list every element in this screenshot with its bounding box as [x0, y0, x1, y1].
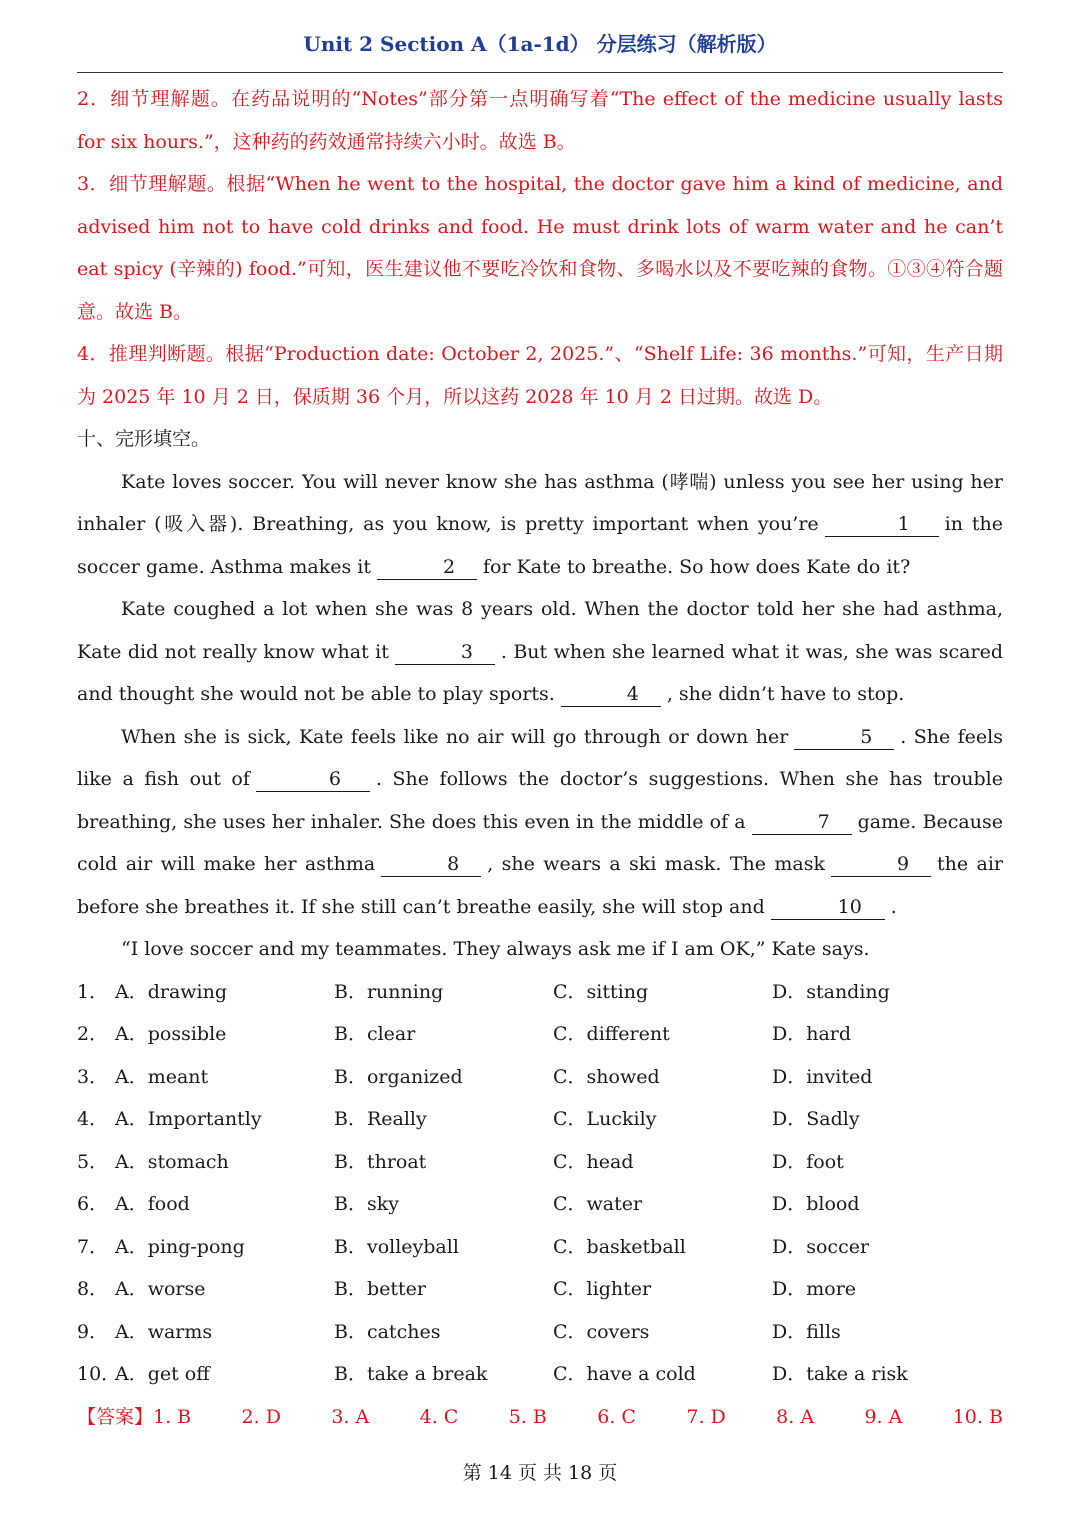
answer-item: 10. B — [952, 1405, 1003, 1428]
blank-9: 9 — [831, 852, 931, 877]
section-title: 十、完形填空。 — [77, 428, 211, 450]
option-row — [77, 971, 1003, 1014]
option-d: D．blood — [772, 1193, 860, 1215]
option-c: C．water — [553, 1193, 643, 1215]
passage-text: game. Because cold air will make her asthma — [77, 810, 1003, 875]
option-d: D．hard — [772, 1023, 852, 1045]
option-c: C．have a cold — [553, 1363, 696, 1385]
option-d: D．more — [772, 1278, 857, 1300]
option-b: B．throat — [334, 1150, 427, 1173]
passage-text: , she didn’t have to stop. — [666, 683, 905, 705]
option-c: C．Luckily — [553, 1108, 657, 1130]
passage-paragraph-4: “I love soccer and my teammates. They always ask me if I am OK,” Kate says. — [121, 938, 870, 960]
option-d: D．take a risk — [772, 1363, 908, 1385]
blank-5: 5 — [794, 725, 894, 750]
options-list — [77, 971, 1003, 1396]
option-c: C．different — [553, 1023, 670, 1045]
explanation-3: 3．细节理解题。根据“When he went to the hospital, the doctor gave him a kind of medicine, and advised him not to have cold drinks and food. He must drink lots of warm water and he can’t eat spicy (辛辣的) food.”可知，医生建议他不要吃冷饮和食物、多喝水以及不要吃辣的食物。①③④符合题意。故选 B。 — [77, 173, 1003, 323]
question-number: 9． — [77, 1320, 109, 1343]
answer-item: 2. D — [241, 1405, 281, 1428]
option-row — [77, 1183, 1003, 1226]
question-number: 7． — [77, 1235, 109, 1258]
explanation-2: 2．细节理解题。在药品说明的“Notes”部分第一点明确写着“The effect of the medicine usually lasts for six hours.”，这种药的药效通常持续六小时。故选 B。 — [77, 88, 1003, 153]
blank-10: 10 — [771, 895, 885, 920]
option-b: B．volleyball — [334, 1235, 459, 1258]
option-a: A．warms — [115, 1320, 213, 1343]
passage-paragraph-2 — [77, 588, 1003, 716]
option-c: C．covers — [553, 1320, 650, 1343]
answer-item: 9. A — [864, 1405, 903, 1428]
page-footer: 第 14 页 共 18 页 — [462, 1462, 618, 1484]
page-header-title: Unit 2 Section A（1a-1d） 分层练习（解析版） — [303, 32, 777, 56]
passage-text: Kate coughed a lot when she was 8 years old. When the doctor told her she had asthma, Kate did not really know what it — [77, 598, 1003, 663]
question-number: 3． — [77, 1065, 109, 1088]
option-c: C．sitting — [553, 980, 649, 1003]
passage-text: . She follows the doctor’s suggestions. When she has trouble breathing, she uses her inhaler. She does this even in the middle of a — [77, 768, 1003, 833]
question-number: 2． — [77, 1023, 109, 1045]
option-b: B．clear — [334, 1023, 416, 1045]
answer-item: 5. B — [508, 1405, 547, 1428]
option-b: B．take a break — [334, 1363, 488, 1385]
passage-text: When she is sick, Kate feels like no air will go through or down her — [121, 725, 789, 748]
option-c: C．basketball — [553, 1235, 686, 1258]
option-c: C．head — [553, 1150, 634, 1173]
option-a: A．Importantly — [115, 1108, 262, 1130]
blank-2: 2 — [377, 555, 477, 580]
answer-item: 【答案】1. B — [77, 1405, 192, 1428]
answer-item: 3. A — [331, 1405, 370, 1428]
answer-item: 6. C — [597, 1405, 636, 1428]
option-a: A．possible — [115, 1023, 227, 1045]
option-d: D．foot — [772, 1150, 844, 1173]
answer-item: 8. A — [776, 1405, 815, 1428]
option-c: C．showed — [553, 1065, 660, 1088]
option-d: D．soccer — [772, 1235, 870, 1258]
option-d: D．fills — [772, 1320, 841, 1343]
option-d: D．standing — [772, 980, 890, 1003]
passage-text: for Kate to breathe. So how does Kate do it? — [483, 555, 911, 578]
option-row — [77, 1353, 1003, 1396]
passage-text: . She feels like a fish out of — [77, 725, 1003, 790]
option-row — [77, 1226, 1003, 1269]
option-a: A．meant — [115, 1065, 209, 1088]
page-content — [77, 78, 1003, 1438]
question-number: 1． — [77, 980, 109, 1003]
option-a: A．worse — [115, 1278, 206, 1300]
answer-item: 4. C — [419, 1405, 459, 1428]
option-a: A．ping-pong — [115, 1235, 245, 1258]
option-a: A．drawing — [115, 980, 228, 1003]
passage-text: Kate loves soccer. You will never know she has asthma (哮喘) unless you see her using her inhaler (吸入器). Breathing, as you know, is pretty important when you’re — [77, 470, 1003, 535]
question-number: 8． — [77, 1278, 109, 1300]
option-row — [77, 1268, 1003, 1311]
option-row — [77, 1056, 1003, 1099]
option-b: B．organized — [334, 1065, 463, 1088]
passage-text: in the soccer game. Asthma makes it — [77, 513, 1003, 578]
option-row — [77, 1098, 1003, 1141]
option-b: B．Really — [334, 1108, 427, 1130]
answer-item: 7. D — [686, 1405, 726, 1428]
option-a: A．stomach — [115, 1150, 229, 1173]
passage-text: . But when she learned what it was, she was scared and thought she would not be able to play sports. — [77, 640, 1003, 705]
answer-key — [77, 1396, 1003, 1439]
question-number: 10． — [77, 1363, 121, 1385]
question-number: 4． — [77, 1108, 109, 1130]
option-row — [77, 1141, 1003, 1184]
option-row — [77, 1311, 1003, 1354]
option-b: B．better — [334, 1278, 426, 1300]
blank-3: 3 — [395, 640, 495, 665]
blank-8: 8 — [381, 852, 481, 877]
blank-1: 1 — [825, 512, 939, 537]
blank-6: 6 — [256, 767, 370, 792]
passage-paragraph-1 — [77, 461, 1003, 589]
passage-paragraph-3 — [77, 716, 1003, 929]
option-c: C．lighter — [553, 1278, 652, 1300]
option-d: D．Sadly — [772, 1108, 860, 1130]
question-number: 6． — [77, 1193, 109, 1215]
option-row — [77, 1013, 1003, 1056]
blank-4: 4 — [561, 682, 661, 707]
option-b: B．running — [334, 980, 444, 1003]
question-number: 5． — [77, 1150, 109, 1173]
option-a: A．get off — [115, 1363, 210, 1385]
option-b: B．catches — [334, 1320, 441, 1343]
passage-text: . — [890, 895, 897, 918]
option-d: D．invited — [772, 1065, 873, 1088]
passage-text: , she wears a ski mask. The mask — [487, 853, 825, 875]
explanation-4: 4．推理判断题。根据“Production date: October 2, 2025.”、“Shelf Life: 36 months.”可知，生产日期为 2025 年 10 月 2 日，保质期 36 个月，所以这药 2028 年 10 月 2 日过期。故选 D。 — [77, 343, 1003, 408]
blank-7: 7 — [752, 810, 852, 835]
header-divider — [77, 72, 1003, 73]
passage-text: the air before she breathes it. If she still can’t breathe easily, she will stop and — [77, 853, 1003, 918]
option-b: B．sky — [334, 1193, 399, 1215]
option-a: A．food — [115, 1193, 190, 1215]
